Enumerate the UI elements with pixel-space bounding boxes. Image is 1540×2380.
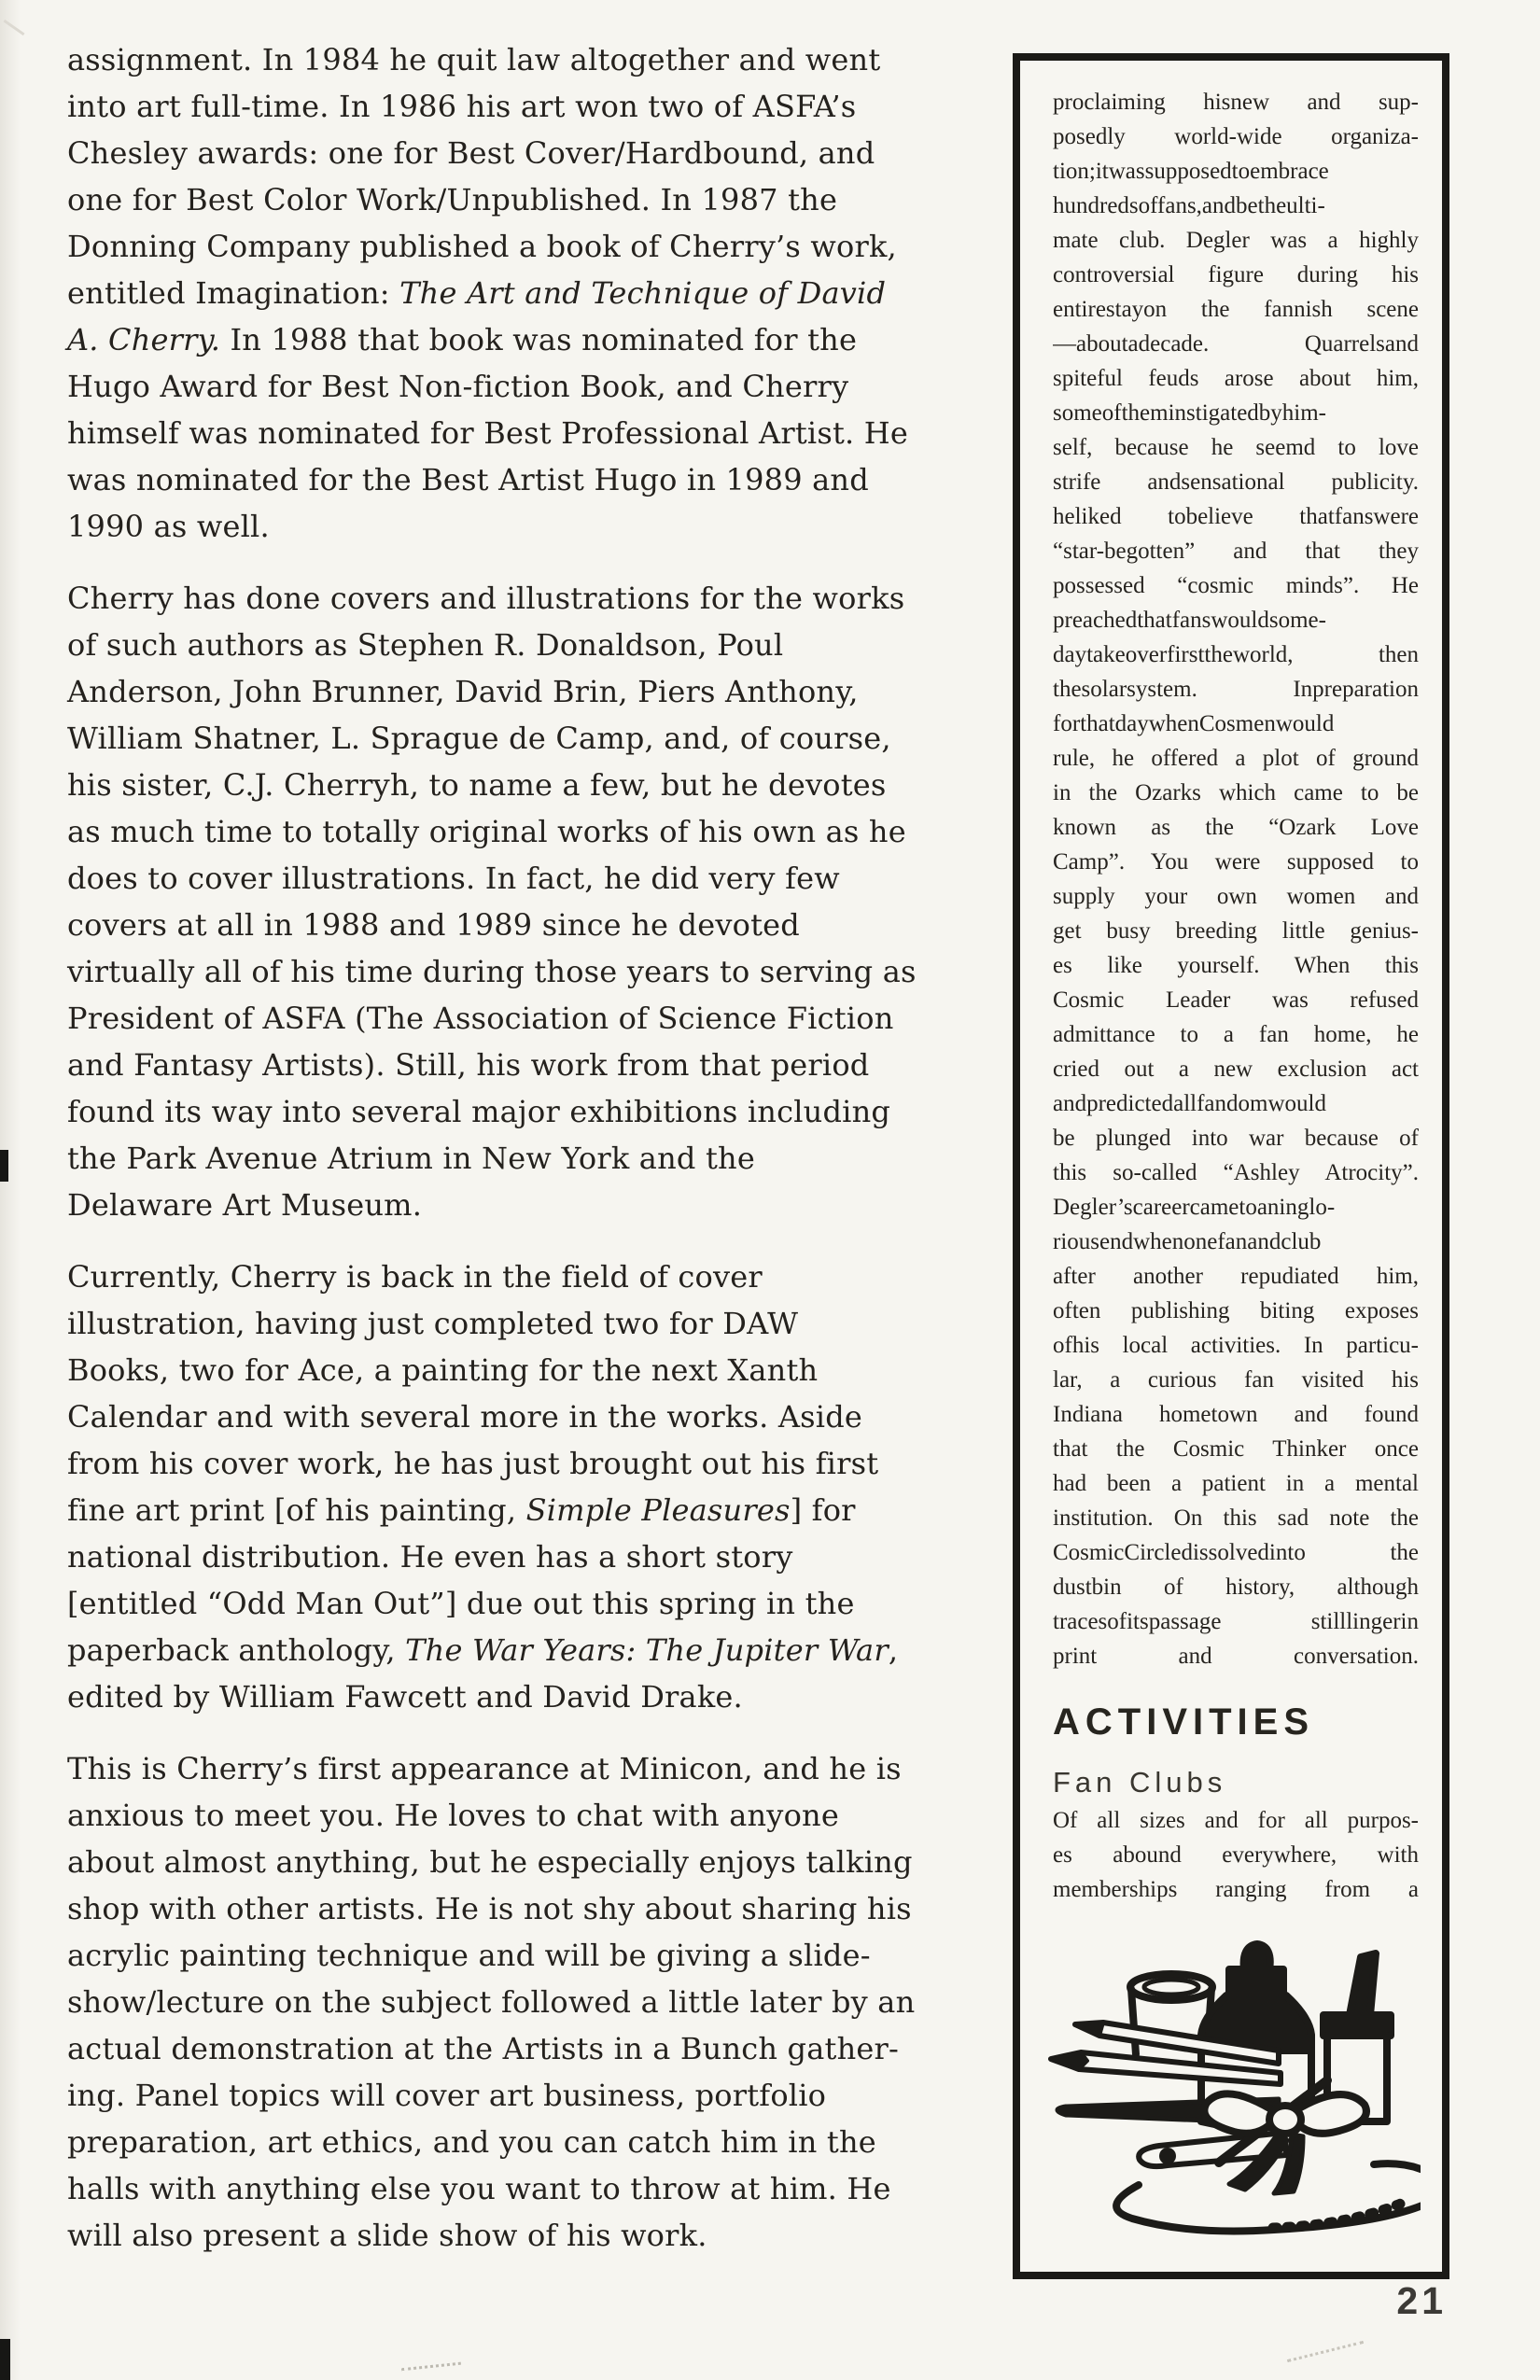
text-line: covers at all in 1988 and 1989 since he devoted xyxy=(67,907,800,943)
text-line: Calendar and with several more in the works. Aside xyxy=(67,1399,863,1435)
paragraph xyxy=(67,1253,1005,1720)
text-line: forthatdaywhenCosmenwould xyxy=(1053,711,1335,736)
text-line: thesolarsystem. Inpreparation xyxy=(1053,677,1419,702)
text-line: the Park Avenue Atrium in New York and the xyxy=(67,1141,755,1176)
text-line: after another repudiated him, xyxy=(1053,1264,1419,1289)
sidebar-body-text xyxy=(1053,85,1419,1673)
text-line: President of ASFA (The Association of Science Fiction xyxy=(67,1001,894,1036)
text-line: print and conversation. xyxy=(1053,1644,1419,1669)
page-number: 21 xyxy=(1396,2279,1447,2322)
text-line: found its way into several major exhibitions including xyxy=(67,1094,891,1129)
text-line: actual demonstration at the Artists in a Bunch gather- xyxy=(67,2031,900,2066)
text-line: national distribution. He even has a short story xyxy=(67,1539,793,1575)
scan-edge-shadow xyxy=(0,0,21,2380)
text-line: his sister, C.J. Cherryh, to name a few, but he devotes xyxy=(67,767,887,803)
text-line: was nominated for the Best Artist Hugo in 1989 and xyxy=(67,462,869,497)
text-line: es like yourself. When this xyxy=(1053,953,1419,978)
text-line: A. Cherry. In 1988 that book was nominated for the xyxy=(67,322,858,357)
text-line: Cherry has done covers and illustrations for the works xyxy=(67,581,905,616)
text-line: halls with anything else you want to throw at him. He xyxy=(67,2171,891,2206)
text-line: often publishing biting exposes xyxy=(1053,1298,1419,1323)
text-line: Cosmic Leader was refused xyxy=(1053,987,1419,1013)
text-line: does to cover illustrations. In fact, he did very few xyxy=(67,861,840,896)
text-line: of such authors as Stephen R. Donaldson, Poul xyxy=(67,627,784,663)
text-line: Delaware Art Museum. xyxy=(67,1187,423,1223)
text-line: tracesofitspassage stilllingerin xyxy=(1053,1609,1419,1634)
sidebar-box xyxy=(1013,53,1449,2279)
text-line: rule, he offered a plot of ground xyxy=(1053,746,1419,771)
text-line: self, because he seemd to love xyxy=(1053,435,1419,460)
text-line: into art full-time. In 1986 his art won two of ASFA’s xyxy=(67,89,857,124)
text-line: himself was nominated for Best Professional Artist. He xyxy=(67,415,909,451)
text-line: proclaiming hisnew and sup- xyxy=(1053,90,1419,115)
text-line: tion;itwassupposedtoembrace xyxy=(1053,159,1329,184)
text-line: about almost anything, but he especially enjoys talking xyxy=(67,1844,913,1880)
text-line: be plunged into war because of xyxy=(1053,1126,1419,1151)
text-line: entitled Imagination: The Art and Technique of David xyxy=(67,275,887,311)
text-line: preparation, art ethics, and you can catch him in the xyxy=(67,2124,876,2160)
text-line: riousendwhenonefanandclub xyxy=(1053,1229,1322,1254)
text-line: controversial figure during his xyxy=(1053,262,1419,287)
text-line: hundredsoffans,andbetheulti- xyxy=(1053,193,1325,218)
text-line: mate club. Degler was a highly xyxy=(1053,228,1419,253)
text-line: edited by William Fawcett and David Drake. xyxy=(67,1679,743,1715)
text-line: heliked tobelieve thatfanswere xyxy=(1053,504,1419,529)
text-line: Of all sizes and for all purpos- xyxy=(1053,1808,1419,1833)
text-line: anxious to meet you. He loves to chat with anyone xyxy=(67,1798,839,1833)
text-line: virtually all of his time during those years to serving as xyxy=(67,954,917,989)
art-supplies-illustration xyxy=(1045,1940,1421,2241)
text-line: this so-called “Ashley Atrocity”. xyxy=(1053,1160,1419,1185)
text-line: strife andsensational publicity. xyxy=(1053,469,1419,495)
fan-clubs-body-text xyxy=(1053,1803,1419,1907)
text-line: Currently, Cherry is back in the field of cover xyxy=(67,1259,763,1295)
text-line: acrylic painting technique and will be giving a slide- xyxy=(67,1938,871,1973)
scan-artifact-left-tick xyxy=(0,1150,8,1182)
text-line: Chesley awards: one for Best Cover/Hardbound, and xyxy=(67,135,875,171)
text-line: lar, a curious fan visited his xyxy=(1053,1367,1419,1393)
text-line: This is Cherry’s first appearance at Minicon, and he is xyxy=(67,1751,902,1786)
paragraph xyxy=(67,1745,1005,2259)
text-line: Camp”. You were supposed to xyxy=(1053,849,1419,875)
scan-artifact-scratch xyxy=(401,2362,461,2372)
text-line: Anderson, John Brunner, David Brin, Piers Anthony, xyxy=(67,674,859,709)
text-line: ing. Panel topics will cover art business, portfolio xyxy=(67,2078,827,2113)
text-line: from his cover work, he has just brought out his first xyxy=(67,1446,879,1481)
text-line: ofhis local activities. In particu- xyxy=(1053,1333,1419,1358)
text-line: assignment. In 1984 he quit law altogether and went xyxy=(67,42,881,77)
scan-artifact-corner-mark xyxy=(0,2339,10,2380)
text-line: Hugo Award for Best Non-fiction Book, and Cherry xyxy=(67,369,849,404)
text-line: someoftheminstigatedbyhim- xyxy=(1053,400,1327,426)
text-line: had been a patient in a mental xyxy=(1053,1471,1419,1496)
text-line: andpredictedallfandomwould xyxy=(1053,1091,1326,1116)
text-line: posedly world-wide organiza- xyxy=(1053,124,1419,149)
text-line: daytakeoverfirsttheworld, then xyxy=(1053,642,1419,667)
text-line: in the Ozarks which came to be xyxy=(1053,780,1419,805)
text-line: —aboutadecade. Quarrelsand xyxy=(1053,331,1419,357)
text-line: William Shatner, L. Sprague de Camp, and, of course, xyxy=(67,721,891,756)
text-line: shop with other artists. He is not shy about sharing his xyxy=(67,1891,912,1926)
text-line: es abound everywhere, with xyxy=(1053,1842,1419,1868)
text-line: spiteful feuds arose about him, xyxy=(1053,366,1419,391)
text-line: entirestayon the fannish scene xyxy=(1053,297,1419,322)
text-line: CosmicCircledissolvedinto the xyxy=(1053,1540,1419,1565)
text-line: possessed “cosmic minds”. He xyxy=(1053,573,1419,598)
text-line: Degler’scareercametoaninglo- xyxy=(1053,1195,1336,1220)
text-line: preachedthatfanswouldsome- xyxy=(1053,608,1326,633)
text-line: 1990 as well. xyxy=(67,509,270,544)
text-line: supply your own women and xyxy=(1053,884,1419,909)
fan-clubs-heading: Fan Clubs xyxy=(1053,1766,1227,1799)
text-line: Indiana hometown and found xyxy=(1053,1402,1419,1427)
text-line: will also present a slide show of his work. xyxy=(67,2218,707,2253)
text-line: Books, two for Ace, a painting for the next Xanth xyxy=(67,1352,819,1388)
text-line: [entitled “Odd Man Out”] due out this spring in the xyxy=(67,1586,855,1621)
main-column xyxy=(67,36,1005,2284)
text-line: memberships ranging from a xyxy=(1053,1877,1419,1902)
text-line: paperback anthology, The War Years: The Jupiter War, xyxy=(67,1632,899,1668)
text-line: show/lecture on the subject followed a little later by an xyxy=(67,1984,916,2020)
text-line: illustration, having just completed two for DAW xyxy=(67,1306,799,1341)
text-line: fine art print [of his painting, Simple Pleasures] for xyxy=(67,1492,856,1528)
activities-heading: ACTIVITIES xyxy=(1053,1701,1315,1743)
text-line: cried out a new exclusion act xyxy=(1053,1057,1419,1082)
paragraph xyxy=(67,575,1005,1228)
text-line: “star-begotten” and that they xyxy=(1053,539,1419,564)
text-line: institution. On this sad note the xyxy=(1053,1505,1419,1531)
text-line: that the Cosmic Thinker once xyxy=(1053,1436,1419,1462)
text-line: Donning Company published a book of Cherry’s work, xyxy=(67,229,897,264)
paragraph xyxy=(67,36,1005,550)
scan-artifact-scratch xyxy=(3,20,24,35)
text-line: as much time to totally original works of his own as he xyxy=(67,814,906,849)
text-line: and Fantasy Artists). Still, his work from that period xyxy=(67,1047,870,1083)
text-line: admittance to a fan home, he xyxy=(1053,1022,1419,1047)
scan-artifact-scratch xyxy=(1287,2341,1364,2362)
text-line: dustbin of history, although xyxy=(1053,1575,1419,1600)
text-line: known as the “Ozark Love xyxy=(1053,815,1419,840)
text-line: one for Best Color Work/Unpublished. In 1987 the xyxy=(67,182,838,217)
text-line: get busy breeding little genius- xyxy=(1053,918,1419,944)
